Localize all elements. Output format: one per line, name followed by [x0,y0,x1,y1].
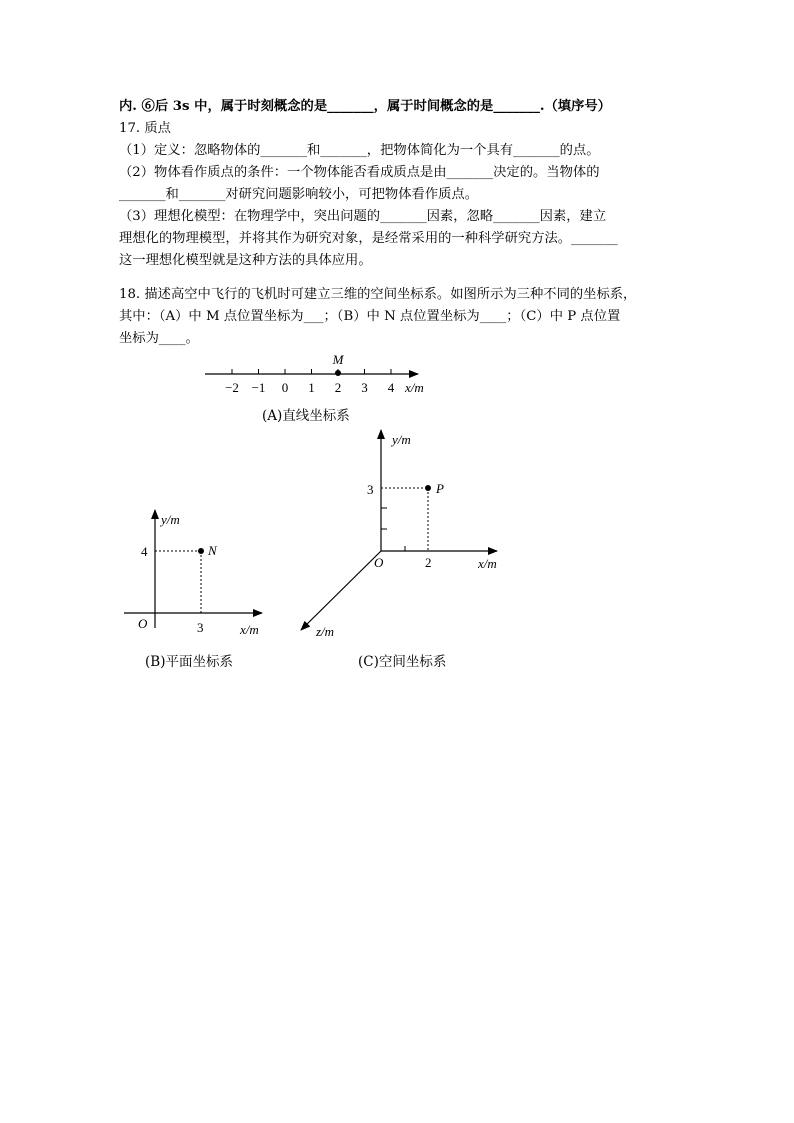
figure-a-tick-label: 0 [281,380,289,395]
figure-b-point-n-label: N [208,543,217,558]
q17-condition-cont: _______和_______对研究问题影响较小，可把物体看作质点。 [119,187,479,202]
figure-a-tick-label: 4 [387,380,395,395]
figure-c-caption: (C)空间坐标系 [358,654,447,670]
q18-stem-end: 坐标为____。 [119,331,199,346]
figure-b-origin: O [138,616,148,631]
figure-b-y-tick: 4 [141,544,148,559]
q17-definition: （1）定义：忽略物体的_______和_______，把物体简化为一个具有_______的点。 [119,143,600,158]
figure-c-x-tick: 2 [425,555,432,570]
q18-stem-cont: 其中：（A）中 M 点位置坐标为___；（B）中 N 点位置坐标为____；（C）中 P 点位置 [119,309,621,324]
figure-a-axis-label: x/m [405,380,424,395]
figure-a-tick-label: 3 [361,380,368,395]
q17-ideal-model-cont: 理想化的物理模型，并将其作为研究对象，是经常采用的一种科学研究方法。_______ [119,231,618,246]
figure-a-ticks [225,369,395,395]
q17-ideal-model-end: 这一理想化模型就是这种方法的具体应用。 [119,253,372,268]
q17-ideal-model: （3）理想化模型：在物理学中，突出问题的_______因素，忽略_______因素，建立 [119,209,607,224]
q17-condition: （2）物体看作质点的条件：一个物体能否看成质点是由_______决定的。当物体的 [119,165,600,180]
figure-a-caption: (A)直线坐标系 [262,408,350,424]
figure-a-tick-label: −2 [225,380,239,395]
figure-c-x-label: x/m [478,556,497,571]
q16-tail-line: 内. ⑥后 3s 中，属于时刻概念的是_______，属于时间概念的是_______.（填序号） [119,99,611,114]
figure-b-x-label: x/m [240,622,259,637]
figure-b-x-tick: 3 [197,620,204,635]
figure-c-y-tick: 3 [367,482,374,497]
figure-c-z-label: z/m [316,624,335,639]
figure-a-tick-label: 1 [308,380,315,395]
figure-a-point-m-label: M [332,352,344,367]
figure-b-point-n [198,548,204,554]
figure-c-z-axis [301,551,381,630]
figure-a-point-m [335,370,341,376]
figure-b-plane [124,510,262,670]
q17-title: 17. 质点 [119,121,171,136]
figure-b-y-label: y/m [161,512,180,527]
figure-b-caption: (B)平面坐标系 [145,654,233,670]
figure-c-point-p [425,485,431,491]
figure-a-number-line [205,352,424,424]
figure-c-point-p-label: P [436,481,444,496]
figure-a-tick-label: −1 [251,380,266,395]
figure-a-tick-label: 2 [334,380,342,395]
q18-stem: 18. 描述高空中飞行的飞机时可建立三维的空间坐标系。如图所示为三种不同的坐标系， [119,287,637,302]
figure-c-origin: O [374,555,384,570]
figure-c-y-label: y/m [392,432,411,447]
figure-c-space [301,430,497,670]
